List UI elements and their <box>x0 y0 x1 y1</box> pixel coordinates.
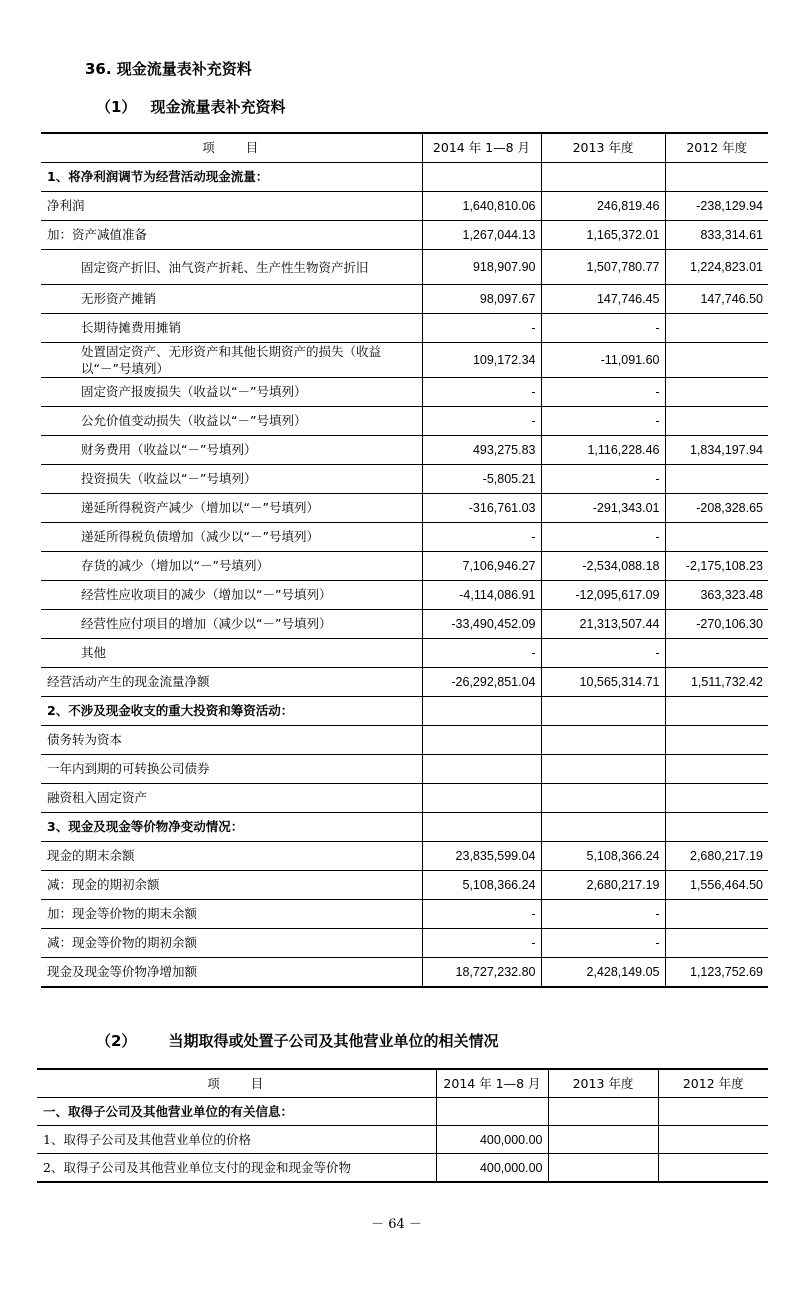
value-2014 <box>422 697 541 726</box>
row-label: 现金的期末余额 <box>41 842 422 871</box>
value-2012 <box>658 1098 768 1126</box>
header-2012: 2012 年度 <box>665 133 768 163</box>
table-row <box>41 552 768 581</box>
value-2012: 1,556,464.50 <box>665 871 768 900</box>
value-2013: 2,680,217.19 <box>541 871 665 900</box>
value-2014: -316,761.03 <box>422 494 541 523</box>
value-2014: - <box>422 314 541 343</box>
value-2012: 2,680,217.19 <box>665 842 768 871</box>
value-2013: - <box>541 465 665 494</box>
row-label: 减：现金等价物的期初余额 <box>41 929 422 958</box>
subsection-2-text: 当期取得或处置子公司及其他营业单位的相关情况 <box>168 1032 499 1050</box>
value-2013 <box>541 697 665 726</box>
table-row <box>41 285 768 314</box>
value-2013: -291,343.01 <box>541 494 665 523</box>
subsection-2-number: （2） <box>96 1032 137 1050</box>
row-label: 无形资产摊销 <box>41 285 422 314</box>
value-2014 <box>436 1098 548 1126</box>
value-2013: 10,565,314.71 <box>541 668 665 697</box>
row-label: 1、将净利润调节为经营活动现金流量： <box>41 163 422 192</box>
value-2014: - <box>422 523 541 552</box>
value-2012 <box>665 784 768 813</box>
value-2012: 1,511,732.42 <box>665 668 768 697</box>
subsection-1-text: 现金流量表补充资料 <box>150 98 286 116</box>
value-2012 <box>665 343 768 378</box>
value-2012 <box>665 407 768 436</box>
value-2014: -5,805.21 <box>422 465 541 494</box>
table-row <box>41 755 768 784</box>
table-row <box>37 1154 768 1183</box>
row-label: 公允价值变动损失（收益以“－”号填列） <box>41 407 422 436</box>
value-2014: - <box>422 407 541 436</box>
table-row <box>41 784 768 813</box>
table-row <box>41 929 768 958</box>
subsection-2-title <box>96 1030 498 1051</box>
value-2014 <box>422 163 541 192</box>
table-row <box>41 163 768 192</box>
row-label: 经营性应收项目的减少（增加以“－”号填列） <box>41 581 422 610</box>
value-2014: 1,267,044.13 <box>422 221 541 250</box>
subsection-1-title <box>96 96 285 117</box>
row-label: 净利润 <box>41 192 422 221</box>
value-2012 <box>665 929 768 958</box>
table-row <box>41 813 768 842</box>
row-label: 投资损失（收益以“－”号填列） <box>41 465 422 494</box>
header-2014: 2014 年 1—8 月 <box>422 133 541 163</box>
value-2012 <box>665 726 768 755</box>
value-2013 <box>548 1126 658 1154</box>
value-2013: - <box>541 378 665 407</box>
row-label: 固定资产报废损失（收益以“－”号填列） <box>41 378 422 407</box>
header-2014: 2014 年 1—8 月 <box>436 1069 548 1098</box>
value-2014: 400,000.00 <box>436 1154 548 1183</box>
value-2014 <box>422 755 541 784</box>
value-2014: 493,275.83 <box>422 436 541 465</box>
value-2014: - <box>422 929 541 958</box>
header-2013: 2013 年度 <box>541 133 665 163</box>
row-label: 减：现金的期初余额 <box>41 871 422 900</box>
value-2013 <box>541 755 665 784</box>
value-2013 <box>548 1154 658 1183</box>
value-2014 <box>422 726 541 755</box>
value-2013: 246,819.46 <box>541 192 665 221</box>
value-2013: - <box>541 314 665 343</box>
value-2014: -4,114,086.91 <box>422 581 541 610</box>
page-number: － 64 － <box>371 1217 422 1232</box>
value-2012 <box>665 697 768 726</box>
value-2012 <box>665 314 768 343</box>
row-label: 递延所得税资产减少（增加以“－”号填列） <box>41 494 422 523</box>
value-2014 <box>422 784 541 813</box>
table-row <box>41 314 768 343</box>
value-2012: 147,746.50 <box>665 285 768 314</box>
header-2013: 2013 年度 <box>548 1069 658 1098</box>
value-2013: 1,507,780.77 <box>541 250 665 285</box>
value-2014: 918,907.90 <box>422 250 541 285</box>
table-row <box>41 494 768 523</box>
table-row <box>41 697 768 726</box>
value-2012: 1,123,752.69 <box>665 958 768 988</box>
value-2012 <box>658 1154 768 1183</box>
value-2014: - <box>422 378 541 407</box>
row-label: 长期待摊费用摊销 <box>41 314 422 343</box>
value-2014: 7,106,946.27 <box>422 552 541 581</box>
value-2013: 1,165,372.01 <box>541 221 665 250</box>
value-2012 <box>665 639 768 668</box>
value-2012 <box>665 755 768 784</box>
table-row <box>41 668 768 697</box>
table-row <box>41 221 768 250</box>
table-row <box>41 581 768 610</box>
row-label: 财务费用（收益以“－”号填列） <box>41 436 422 465</box>
value-2013: 21,313,507.44 <box>541 610 665 639</box>
row-label: 存货的减少（增加以“－”号填列） <box>41 552 422 581</box>
subsection-1-number: （1） <box>96 98 137 116</box>
row-label: 经营性应付项目的增加（减少以“－”号填列） <box>41 610 422 639</box>
row-label: 其他 <box>41 639 422 668</box>
row-label: 加：资产减值准备 <box>41 221 422 250</box>
row-label: 处置固定资产、无形资产和其他长期资产的损失（收益以“－”号填列） <box>41 343 422 378</box>
value-2014: 400,000.00 <box>436 1126 548 1154</box>
row-label: 2、不涉及现金收支的重大投资和筹资活动： <box>41 697 422 726</box>
header-item: 项 目 <box>41 133 422 163</box>
table-row <box>41 523 768 552</box>
table-row <box>41 343 768 378</box>
row-label: 一、取得子公司及其他营业单位的有关信息： <box>37 1098 436 1126</box>
row-label: 3、现金及现金等价物净变动情况： <box>41 813 422 842</box>
table-header-row <box>37 1069 768 1098</box>
value-2014: - <box>422 900 541 929</box>
value-2014: -33,490,452.09 <box>422 610 541 639</box>
value-2013: - <box>541 523 665 552</box>
table-row <box>41 639 768 668</box>
value-2014: 18,727,232.80 <box>422 958 541 988</box>
value-2012 <box>665 465 768 494</box>
table-header-row <box>41 133 768 163</box>
value-2013: - <box>541 929 665 958</box>
value-2013 <box>541 726 665 755</box>
subsidiary-acquisition-table <box>37 1068 768 1183</box>
value-2014: -26,292,851.04 <box>422 668 541 697</box>
value-2013 <box>548 1098 658 1126</box>
value-2013: - <box>541 407 665 436</box>
value-2012: 1,224,823.01 <box>665 250 768 285</box>
value-2014: 109,172.34 <box>422 343 541 378</box>
value-2013: -2,534,088.18 <box>541 552 665 581</box>
value-2014: 1,640,810.06 <box>422 192 541 221</box>
value-2013 <box>541 813 665 842</box>
table-row <box>41 610 768 639</box>
row-label: 现金及现金等价物净增加额 <box>41 958 422 988</box>
value-2012: 833,314.61 <box>665 221 768 250</box>
row-label: 加：现金等价物的期末余额 <box>41 900 422 929</box>
value-2013 <box>541 163 665 192</box>
table-row <box>41 465 768 494</box>
value-2012 <box>665 523 768 552</box>
table-row <box>41 900 768 929</box>
value-2013 <box>541 784 665 813</box>
table-row <box>37 1126 768 1154</box>
header-2012: 2012 年度 <box>658 1069 768 1098</box>
table-row <box>41 436 768 465</box>
value-2013: -11,091.60 <box>541 343 665 378</box>
table-row <box>41 871 768 900</box>
value-2012: 1,834,197.94 <box>665 436 768 465</box>
value-2012: -2,175,108.23 <box>665 552 768 581</box>
row-label: 固定资产折旧、油气资产折耗、生产性生物资产折旧 <box>41 250 422 285</box>
value-2012: -238,129.94 <box>665 192 768 221</box>
table-row <box>41 407 768 436</box>
value-2013: - <box>541 639 665 668</box>
row-label: 债务转为资本 <box>41 726 422 755</box>
value-2014: 5,108,366.24 <box>422 871 541 900</box>
row-label: 融资租入固定资产 <box>41 784 422 813</box>
value-2014: 23,835,599.04 <box>422 842 541 871</box>
table-row <box>41 192 768 221</box>
header-item: 项 目 <box>37 1069 436 1098</box>
cash-flow-supplement-table <box>41 132 768 988</box>
value-2012: 363,323.48 <box>665 581 768 610</box>
value-2012 <box>665 900 768 929</box>
value-2014 <box>422 813 541 842</box>
value-2014: - <box>422 639 541 668</box>
table-row <box>41 726 768 755</box>
value-2012: -208,328.65 <box>665 494 768 523</box>
section-title: 36. 现金流量表补充资料 <box>85 60 252 78</box>
table-row <box>41 842 768 871</box>
table-row <box>41 378 768 407</box>
value-2013: -12,095,617.09 <box>541 581 665 610</box>
row-label: 递延所得税负债增加（减少以“－”号填列） <box>41 523 422 552</box>
value-2013: 1,116,228.46 <box>541 436 665 465</box>
value-2012 <box>665 163 768 192</box>
value-2013: 2,428,149.05 <box>541 958 665 988</box>
value-2012 <box>665 378 768 407</box>
row-label: 经营活动产生的现金流量净额 <box>41 668 422 697</box>
row-label: 2、取得子公司及其他营业单位支付的现金和现金等价物 <box>37 1154 436 1183</box>
table-row <box>37 1098 768 1126</box>
value-2013: - <box>541 900 665 929</box>
table-row <box>41 958 768 988</box>
table-row <box>41 250 768 285</box>
value-2012: -270,106.30 <box>665 610 768 639</box>
value-2012 <box>658 1126 768 1154</box>
value-2013: 5,108,366.24 <box>541 842 665 871</box>
value-2013: 147,746.45 <box>541 285 665 314</box>
value-2012 <box>665 813 768 842</box>
row-label: 1、取得子公司及其他营业单位的价格 <box>37 1126 436 1154</box>
row-label: 一年内到期的可转换公司债券 <box>41 755 422 784</box>
value-2014: 98,097.67 <box>422 285 541 314</box>
